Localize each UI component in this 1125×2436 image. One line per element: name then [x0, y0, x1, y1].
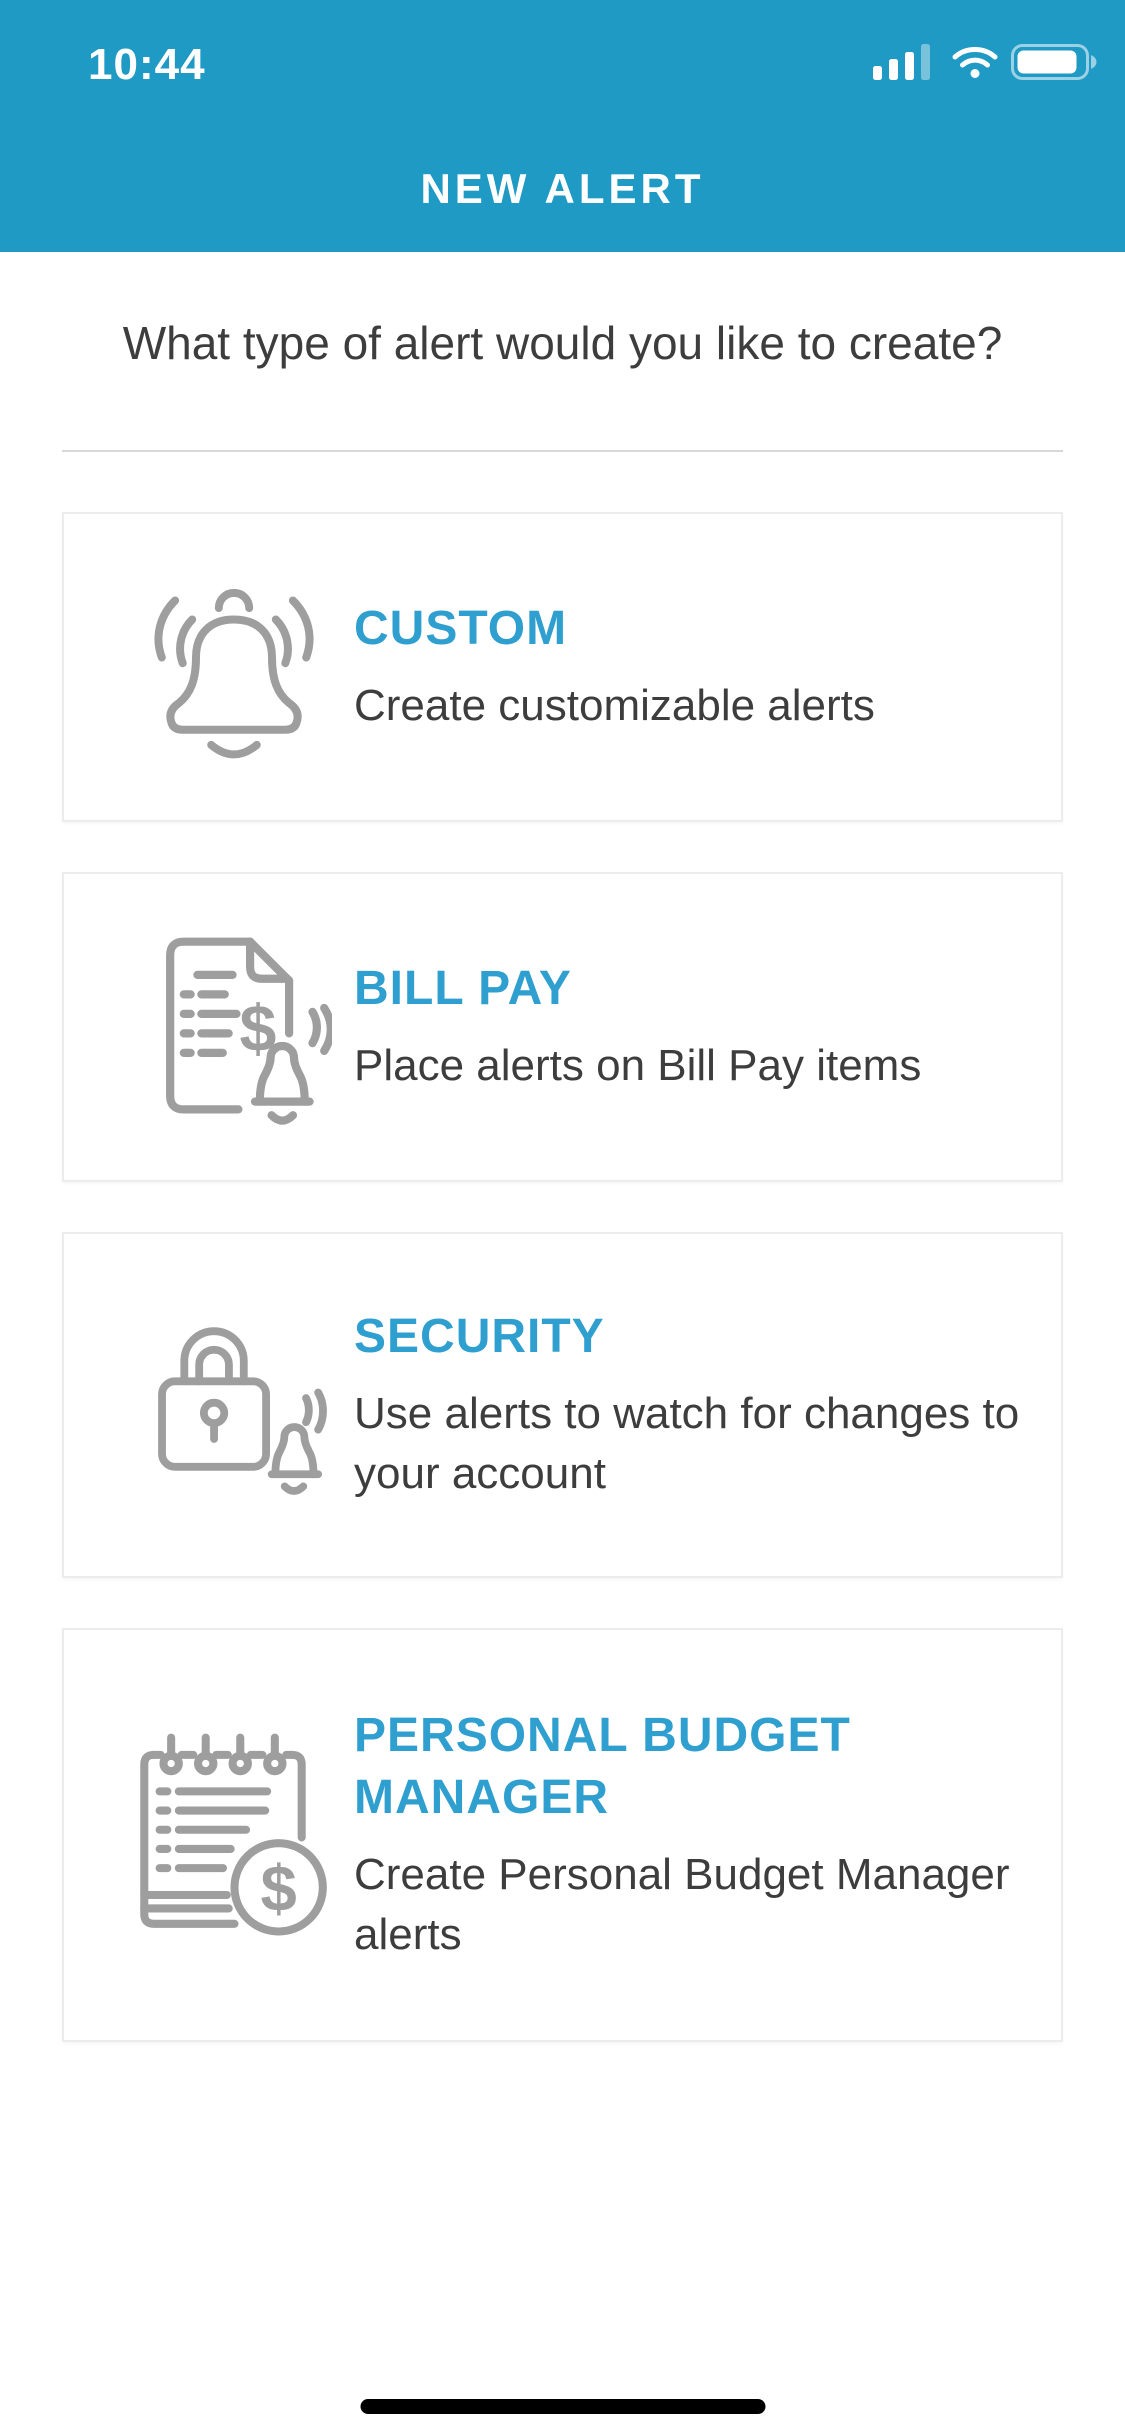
cellular-signal-icon	[873, 44, 939, 85]
ringing-bell-icon	[114, 572, 354, 762]
card-title: SECURITY	[354, 1310, 605, 1363]
status-icons	[873, 44, 1097, 84]
card-text	[354, 1306, 1061, 1504]
card-description: Place alerts on Bill Pay items	[354, 1041, 922, 1090]
svg-text:$: $	[260, 1850, 297, 1924]
bill-document-bell-icon	[114, 926, 354, 1129]
alert-type-list	[0, 512, 1125, 2042]
question-text: What type of alert would you like to create?	[122, 317, 1003, 369]
card-text	[354, 598, 1061, 736]
status-time: 10:44	[88, 40, 206, 89]
svg-text:$: $	[238, 991, 276, 1066]
wifi-icon	[952, 45, 998, 84]
card-description: Use alerts to watch for changes to your account	[354, 1389, 1020, 1498]
card-custom-alert[interactable]	[62, 512, 1063, 822]
card-text	[354, 958, 1061, 1096]
card-title: BILL PAY	[354, 962, 572, 1015]
app-header	[0, 0, 1125, 252]
status-bar	[0, 0, 1125, 132]
card-title: PERSONAL BUDGET MANAGER	[354, 1709, 851, 1824]
home-indicator[interactable]	[360, 2399, 765, 2414]
card-text	[354, 1705, 1061, 1965]
card-bill-pay-alert[interactable]	[62, 872, 1063, 1182]
card-description: Create customizable alerts	[354, 681, 875, 730]
card-title: CUSTOM	[354, 602, 568, 655]
divider	[62, 450, 1063, 452]
padlock-bell-icon	[114, 1307, 354, 1504]
nav-bar	[0, 132, 1125, 252]
content-area	[0, 252, 1125, 2042]
card-personal-budget-manager-alert[interactable]	[62, 1628, 1063, 2042]
battery-icon	[1011, 44, 1097, 85]
budget-notepad-dollar-icon	[114, 1728, 354, 1943]
card-security-alert[interactable]	[62, 1232, 1063, 1578]
page-title: NEW ALERT	[420, 165, 705, 212]
card-description: Create Personal Budget Manager alerts	[354, 1850, 1010, 1959]
